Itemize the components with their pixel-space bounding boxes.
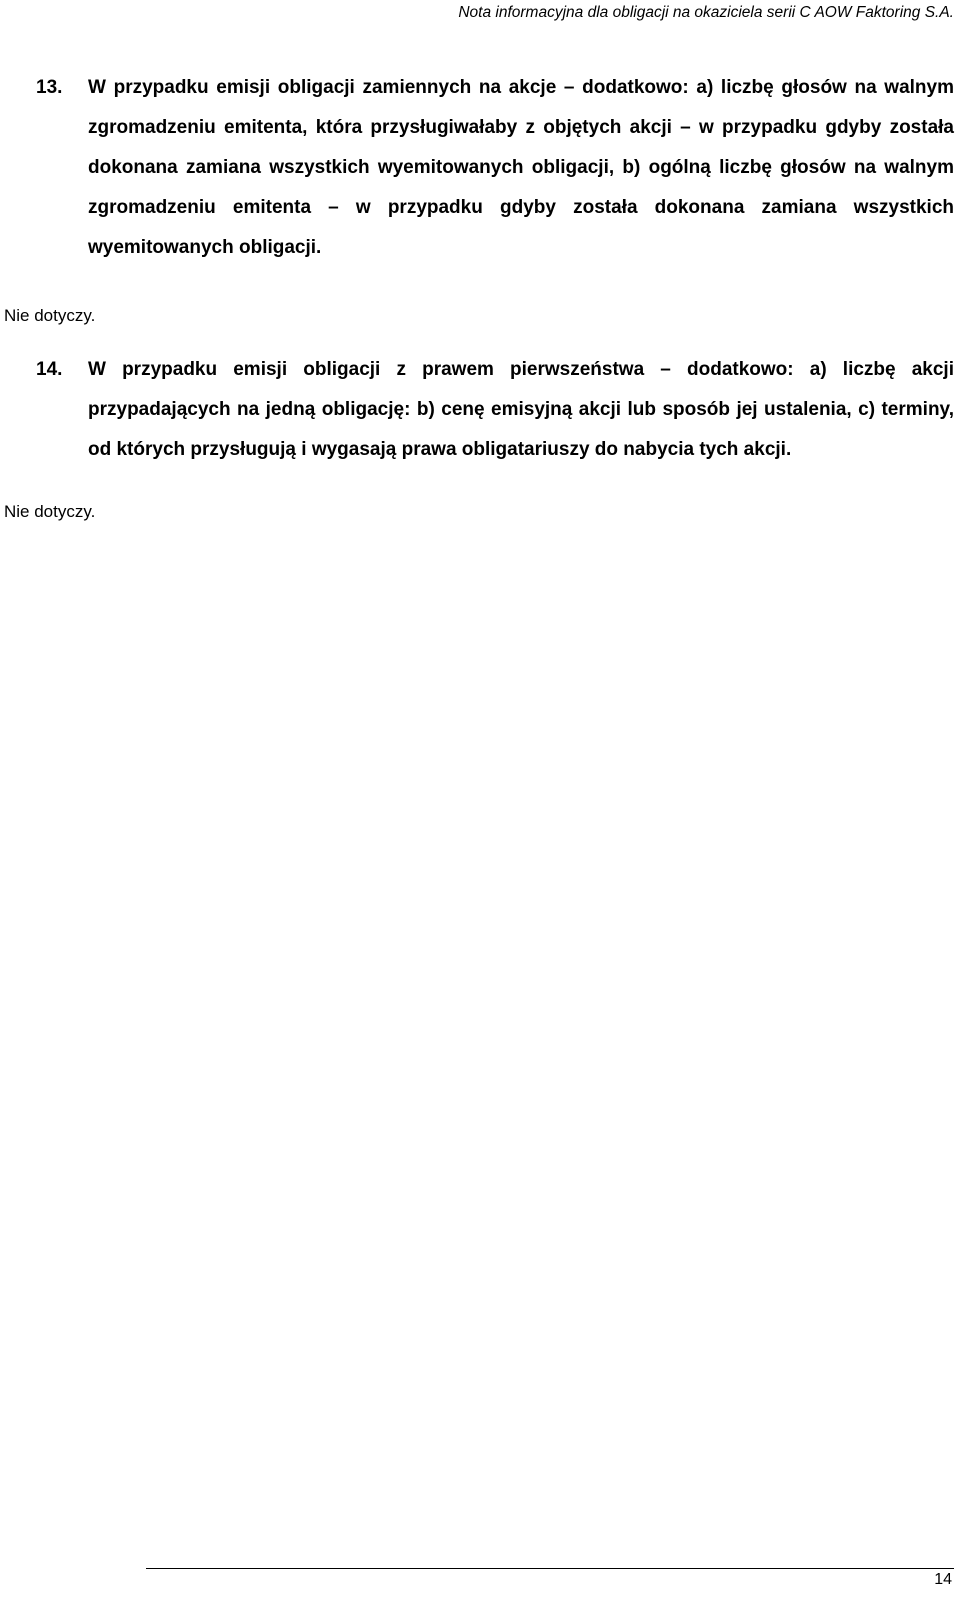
page-number: 14 bbox=[934, 1571, 952, 1588]
item-answer: Nie dotyczy. bbox=[4, 502, 96, 521]
footer-divider bbox=[146, 1568, 954, 1569]
item-number: 14. bbox=[36, 359, 63, 380]
item-number: 13. bbox=[36, 77, 63, 98]
page-header: Nota informacyjna dla obligacji na okaziciela serii C AOW Faktoring S.A. bbox=[458, 4, 954, 21]
item-answer: Nie dotyczy. bbox=[4, 306, 96, 325]
item-14 bbox=[36, 350, 954, 470]
item-text: W przypadku emisji obligacji z prawem pierwszeństwa – dodatkowo: a) liczbę akcji przypadających na jedną obligację: b) cenę emisyjną akcji lub sposób jej ustalenia, c) terminy, od których przysługują i wygasają prawa obligatariuszy do nabycia tych akcji. bbox=[88, 359, 954, 460]
item-13 bbox=[36, 68, 954, 268]
item-text: W przypadku emisji obligacji zamiennych na akcje – dodatkowo: a) liczbę głosów na walnym zgromadzeniu emitenta, która przysługiwałaby z objętych akcji – w przypadku gdyby została dokonana zamiana wszystkich wyemitowanych obligacji, b) ogólną liczbę głosów na walnym zgromadzeniu emitenta – w przypadku gdyby została dokonana zamiana wszystkich wyemitowanych obligacji. bbox=[88, 77, 954, 258]
